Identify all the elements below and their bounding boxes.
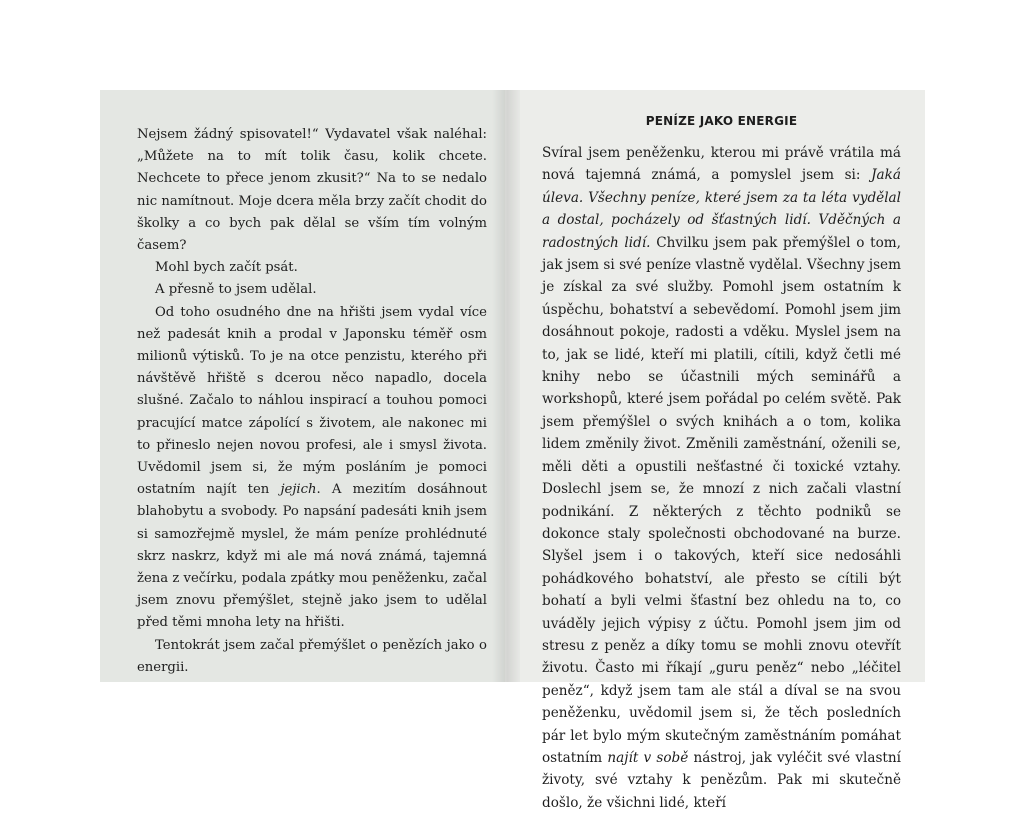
right-page [505,90,925,811]
text-segment: Chvilku jsem pak přemýšlel o tom, jak jsem si své peníze vlastně vydělal. Všechny jsem je získal za své služby. Pomohl jsem ostatním k úspěchu, bohatství a sebevědomí. Pomohl jsem jim dosáhnout pokoje, radosti a vděku. Myslel jsem na to, jak se lidé, kteří mi platili, cítili, když četli mé knihy nebo se účastnili mých seminářů a workshopů, které jsem pořádal po celém světě. Pak jsem přemýšlel o svých knihách a o tom, kolika lidem změnily život. Změnili zaměstnání, oženili se, měli děti a opustili nešťastné či toxické vztahy. Doslechl jsem se, že mnozí z nich začali vlastní podnikání. Z některých z těchto podniků se dokonce staly společnosti obchodované na burze. Slyšel jsem i o takových, kteří sice nedosáhli pohádkového bohatství, ale přesto se cítili být bohatí a byli velmi šťastní bez ohledu na to, co uváděly jejich výpisy z účtu. Pomohl jsem jim od stresu z peněz a díky tomu se mohli znovu otevřít životu. Často mi říkají „guru peněz“ nebo „léčitel peněz“, když jsem tam ale stál a díval se na svou peněženku, uvědomil jsem si, že těch posledních pár let bylo mým skutečným zaměstnáním pomáhat ostatním [542,234,901,766]
text-segment: A přesně to jsem udělal. [155,282,317,298]
text-segment: . A mezitím dosáhnout blahobytu a svobody. Po napsání padesáti knih jsem si samozřejmě myslel, že mám peníze prohlédnuté skrz naskrz, když mi ale má nová známá, tajemná žena z večírku, podala zpátky mou peněženku, začal jsem znovu přemýšlet, stejně jako jsem to udělal před těmi mnoha lety na hřišti. [137,482,487,631]
italic-text: Jaká úleva. Všechny peníze, které jsem za ta léta vydělal a dostal, pocházely od šťastných lidí. Vděčných a radostných lidí. [542,167,901,251]
right-page-text [542,142,901,814]
italic-text: jejich [280,482,317,498]
text-segment: Mohl bych začít psát. [155,260,298,276]
paragraph [137,257,487,279]
text-segment: Tentokrát jsem začal přemýšlet o penězích jako o energii. [137,637,487,675]
paragraph [137,279,487,301]
left-page [100,90,505,682]
text-segment: Od toho osudného dne na hřišti jsem vydal více než padesát knih a prodal v Japonsku téměř osm milionů výtisků. To je na otce penzistu, kterého při návštěvě hřiště s dcerou něco napadlo, docela slušné. Začalo to náhlou inspirací a touhou pomoci pracující matce zápolící s životem, ale nakonec mi to přineslo nejen novou profesi, ale i smysl života. Uvědomil jsem si, že mým posláním je pomoci ostatním najít ten [137,304,487,498]
text-segment: Nejsem žádný spisovatel!“ Vydavatel však naléhal: „Můžete na to mít tolik času, kolik chcete. Nechcete to přece jenom zkusit?“ Na to se nedalo nic namítnout. Moje dcera měla brzy začít chodit do školky a co bych pak dělal se vším tím volným časem? [137,127,487,254]
italic-text: najít v sobě [607,749,689,766]
chapter-heading: PENÍZE JAKO ENERGIE [645,114,798,128]
left-page-text [137,124,487,679]
paragraph [137,302,487,635]
paragraph [137,124,487,257]
paragraph [137,635,487,679]
text-segment: nástroj, jak vyléčit své vlastní životy, své vztahy k penězům. Pak mi skutečně došlo, že všichni lidé, kteří [542,749,901,811]
book-spread [100,90,925,811]
paragraph [542,142,901,814]
text-segment: Svíral jsem peněženku, kterou mi právě vrátila má nová tajemná známá, a pomyslel jsem si: [542,145,901,184]
